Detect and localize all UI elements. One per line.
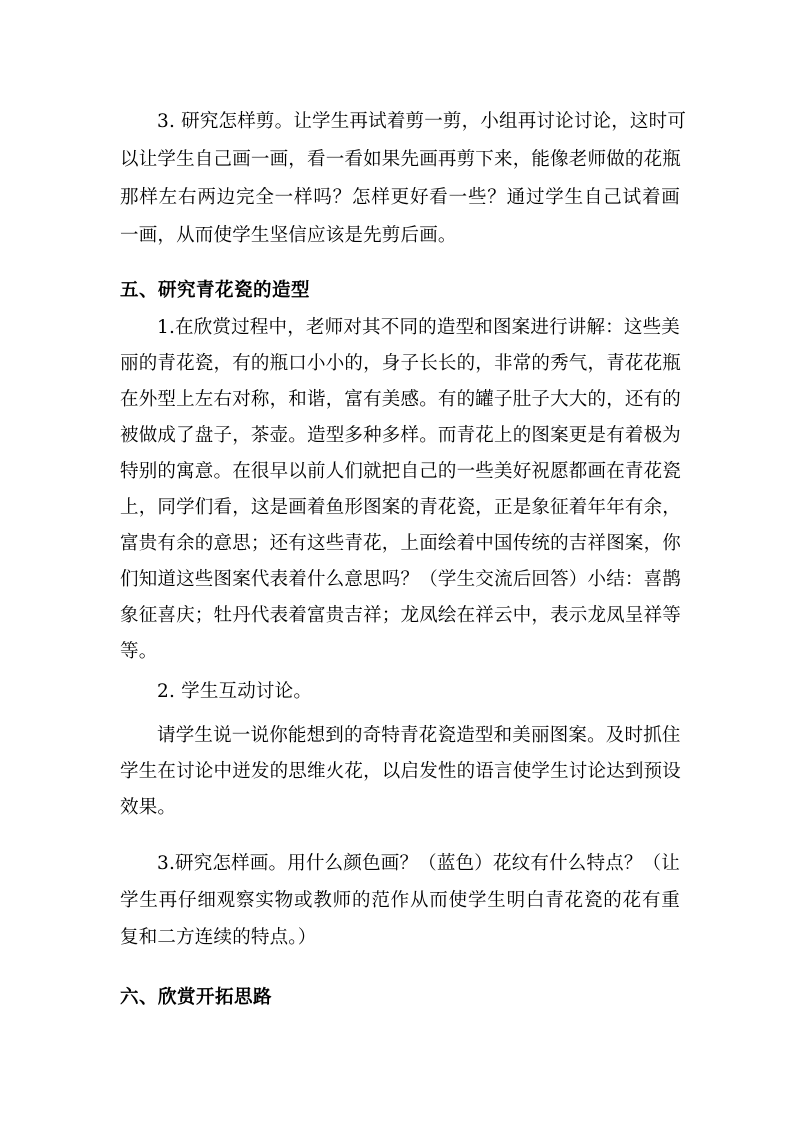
subsection-title: 2. 学生互动讨论。 — [157, 681, 313, 702]
paragraph-line: 请学生说一说你能想到的奇特青花瓷造型和美丽图案。及时抓住 — [157, 725, 681, 746]
paragraph-line: 上，同学们看，这是画着鱼形图案的青花瓷，正是象征着年年有余， — [120, 497, 682, 518]
paragraph-line: 富贵有余的意思；还有这些青花，上面绘着中国传统的吉祥图案，你 — [120, 533, 682, 554]
paragraph-line: 3.研究怎样画。用什么颜色画？（蓝色）花纹有什么特点？（让 — [157, 853, 680, 874]
paragraph-line: 复和二方连续的特点。） — [120, 927, 317, 948]
paragraph-line: 学生再仔细观察实物或教师的范作从而使学生明白青花瓷的花有重 — [120, 890, 680, 911]
paragraph-line: 一画，从而使学生坚信应该是先剪后画。 — [120, 225, 457, 246]
paragraph-line: 象征喜庆；牡丹代表着富贵吉祥；龙凤绘在祥云中，表示龙凤呈祥等 — [120, 605, 682, 626]
paragraph-line: 以让学生自己画一画，看一看如果先画再剪下来，能像老师做的花瓶 — [120, 149, 682, 170]
paragraph-line: 那样左右两边完全一样吗？怎样更好看一些？通过学生自己试着画 — [120, 187, 680, 208]
paragraph-line: 特别的寓意。在很早以前人们就把自己的一些美好祝愿都画在青花瓷 — [120, 461, 682, 482]
paragraph-line: 3. 研究怎样剪。让学生再试着剪一剪，小组再讨论讨论，这时可 — [157, 111, 687, 132]
paragraph-line: 们知道这些图案代表着什么意思吗？（学生交流后回答）小结：喜鹊 — [120, 569, 682, 590]
section-heading: 五、研究青花瓷的造型 — [120, 280, 311, 301]
paragraph-line: 被做成了盘子，茶壶。造型多种多样。而青花上的图案更是有着极为 — [120, 425, 682, 446]
paragraph-line: 效果。 — [120, 797, 177, 818]
section-heading: 六、欣赏开拓思路 — [120, 987, 273, 1008]
paragraph-line: 1.在欣赏过程中，老师对其不同的造型和图案进行讲解：这些美 — [157, 317, 680, 338]
paragraph-line: 在外型上左右对称，和谐，富有美感。有的罐子肚子大大的，还有的 — [120, 389, 682, 410]
paragraph-line: 等。 — [120, 641, 158, 662]
paragraph-line: 丽的青花瓷，有的瓶口小小的，身子长长的，非常的秀气，青花花瓶 — [120, 353, 682, 374]
paragraph-line: 学生在讨论中迸发的思维火花，以启发性的语言使学生讨论达到预设 — [120, 761, 682, 782]
